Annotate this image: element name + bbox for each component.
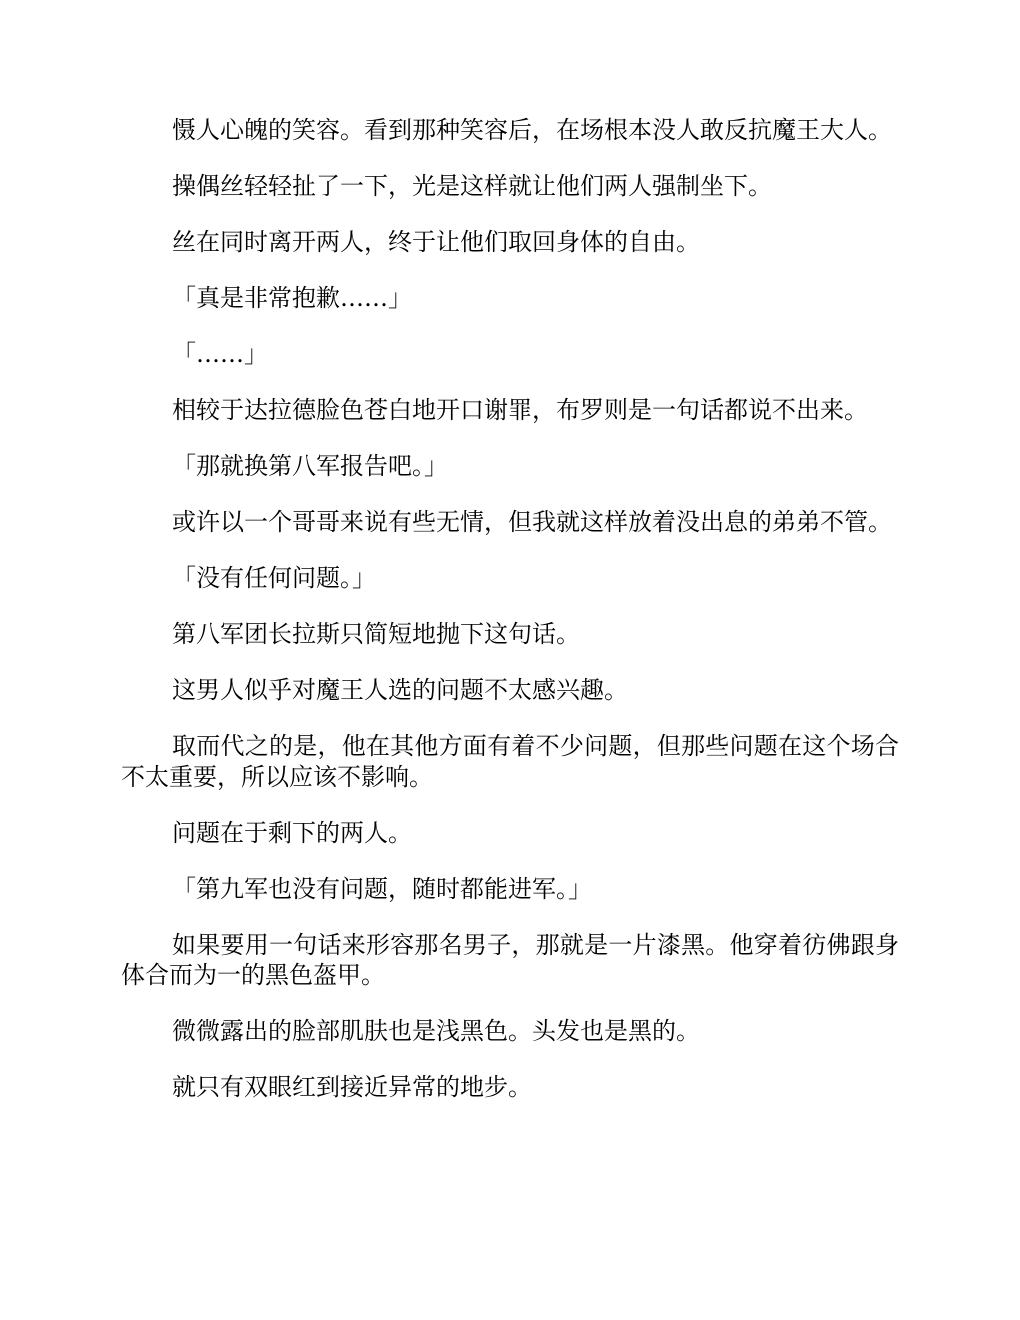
paragraph: 这男人似乎对魔王人选的问题不太感兴趣。 bbox=[172, 676, 628, 704]
paragraph: 如果要用一句话来形容那名男子，那就是一片漆黑。他穿着彷佛跟身体合而为一的黑色盔甲。 bbox=[121, 930, 899, 989]
paragraph: 取而代之的是，他在其他方面有着不少问题，但那些问题在这个场合不太重要，所以应该不影响。 bbox=[121, 732, 899, 791]
dialogue-line: 「没有任何问题。」 bbox=[172, 564, 376, 592]
paragraph: 丝在同时离开两人，终于让他们取回身体的自由。 bbox=[172, 228, 700, 256]
dialogue-line: 「……」 bbox=[172, 340, 268, 368]
paragraph: 操偶丝轻轻扯了一下，光是这样就让他们两人强制坐下。 bbox=[172, 172, 772, 200]
paragraph: 第八军团长拉斯只简短地抛下这句话。 bbox=[172, 620, 580, 648]
paragraph: 慑人心魄的笑容。看到那种笑容后，在场根本没人敢反抗魔王大人。 bbox=[172, 116, 892, 144]
paragraph: 微微露出的脸部肌肤也是浅黑色。头发也是黑的。 bbox=[172, 1017, 700, 1045]
paragraph: 就只有双眼红到接近异常的地步。 bbox=[172, 1073, 532, 1101]
dialogue-line: 「第九军也没有问题，随时都能进军。」 bbox=[172, 874, 592, 903]
paragraph: 或许以一个哥哥来说有些无情，但我就这样放着没出息的弟弟不管。 bbox=[172, 508, 892, 536]
paragraph: 相较于达拉德脸色苍白地开口谢罪，布罗则是一句话都说不出来。 bbox=[172, 396, 868, 424]
dialogue-line: 「真是非常抱歉……」 bbox=[172, 284, 412, 312]
paragraph: 问题在于剩下的两人。 bbox=[172, 818, 412, 847]
dialogue-line: 「那就换第八军报告吧。」 bbox=[172, 452, 448, 480]
